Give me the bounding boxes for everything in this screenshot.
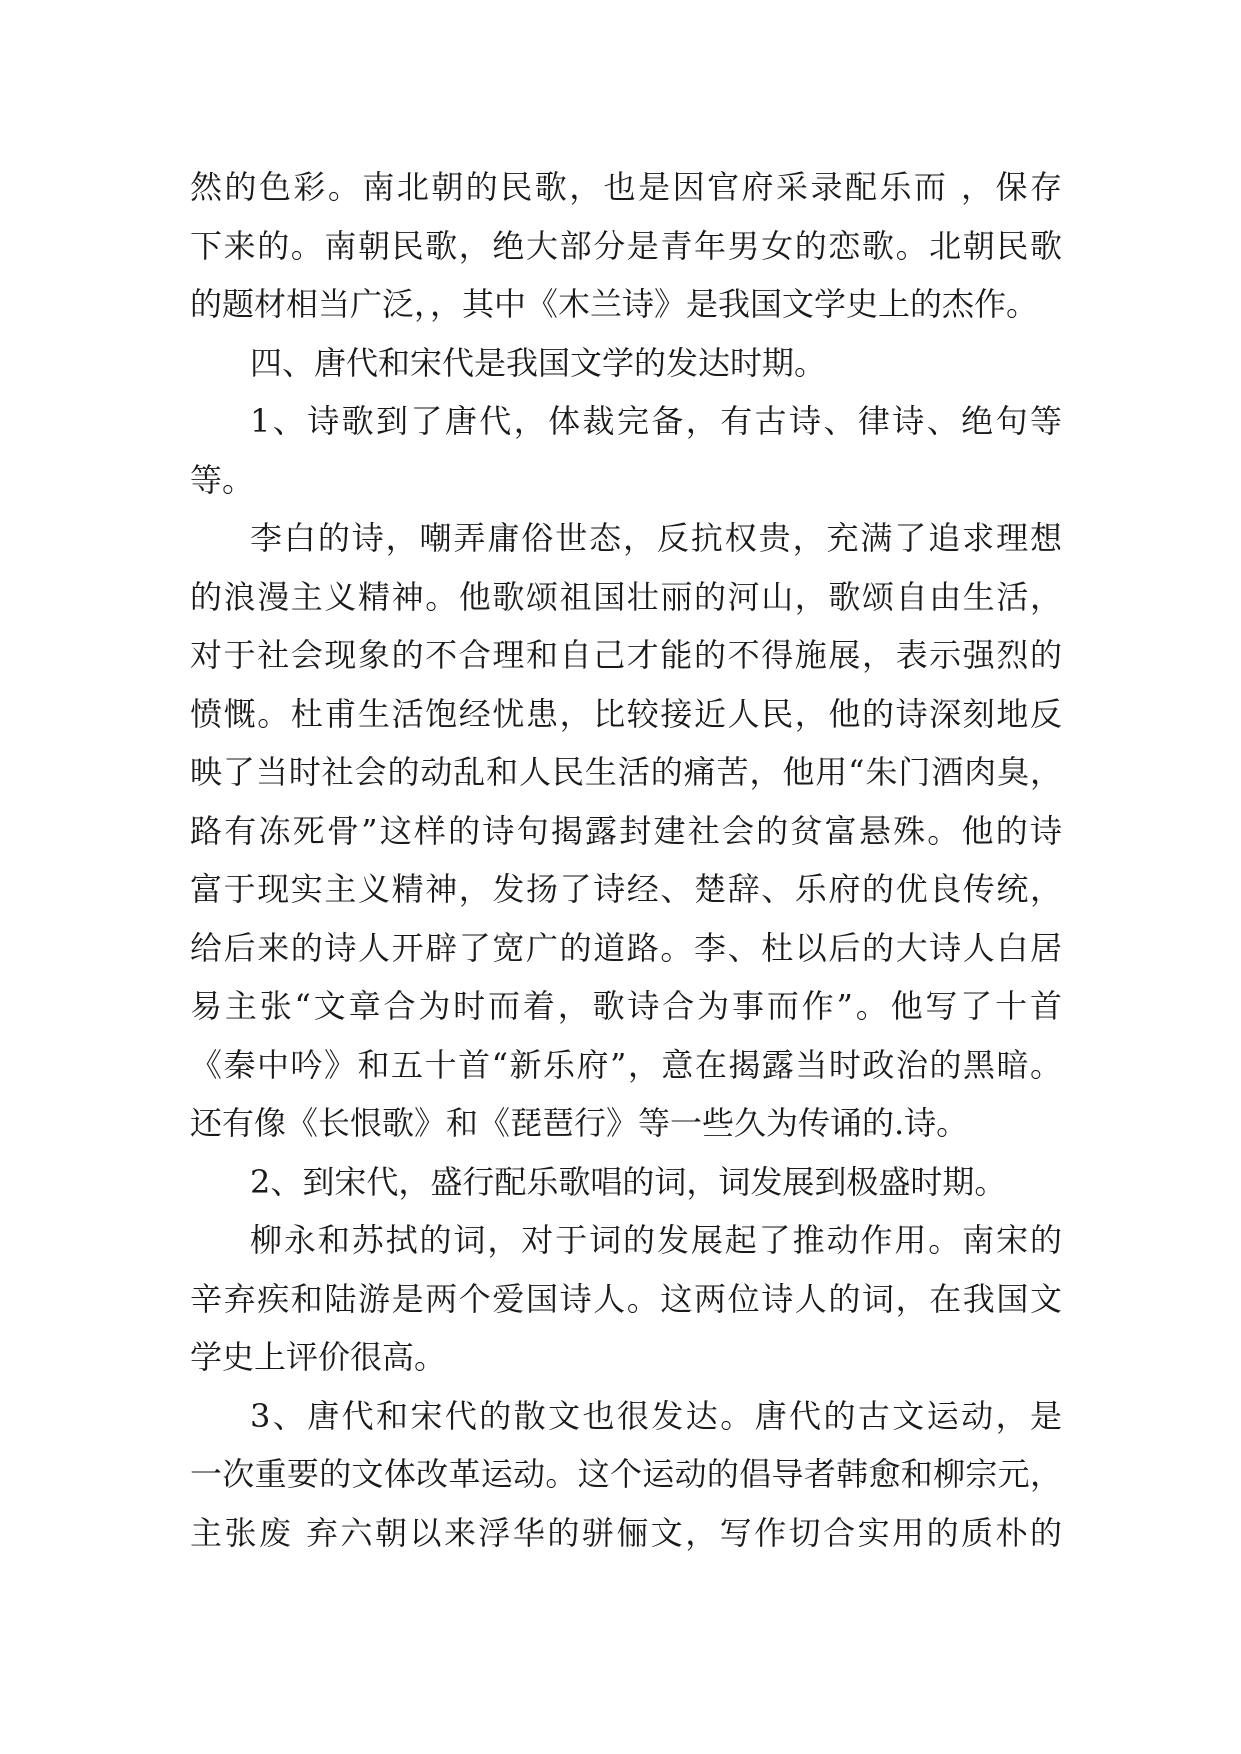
text-line: 的浪漫主义精神。他歌颂祖国壮丽的河山，歌颂自由生活，: [190, 577, 1062, 616]
text-line: 然的色彩。南北朝的民歌，也是因官府采录配乐而 ，保存: [190, 168, 1062, 206]
section-heading: 四、唐代和宋代是我国文学的发达时期。: [250, 343, 827, 382]
text-line: 柳永和苏拭的词，对于词的发展起了推动作用。南宋的: [250, 1221, 1062, 1259]
document-body: [190, 158, 1062, 1562]
text-line: 1、诗歌到了唐代，体裁完备，有古诗、律诗、绝句等: [250, 402, 1062, 440]
text-line: 愤慨。杜甫生活饱经忧患，比较接近人民，他的诗深刻地反: [190, 694, 1062, 733]
text-line: 《秦中吟》和五十首“新乐府”，意在揭露当时政治的黑暗。: [190, 1045, 1062, 1084]
text-line: 李白的诗，嘲弄庸俗世态，反抗权贵，充满了追求理想: [250, 519, 1062, 557]
text-line: 对于社会现象的不合理和自己才能的不得施展，表示强烈的: [190, 636, 1062, 674]
text-line: 主张废 弃六朝以来浮华的骈俪文，写作切合实用的质朴的: [190, 1513, 1062, 1552]
text-line: 给后来的诗人开辟了宽广的道路。李、杜以后的大诗人白居: [190, 928, 1062, 967]
text-line: 还有像《长恨歌》和《琵琶行》等一些久为传诵的.诗。: [190, 1104, 969, 1142]
text-line: 一次重要的文体改革运动。这个运动的倡导者韩愈和柳宗元，: [190, 1455, 1062, 1493]
text-line: 的题材相当广泛，，其中《木兰诗》是我国文学史上的杰作。: [190, 285, 1039, 323]
text-line: 等。: [190, 460, 255, 499]
text-line: 下来的。南朝民歌，绝大部分是青年男女的恋歌。北朝民歌: [190, 226, 1062, 265]
text-line: 辛弃疾和陆游是两个爱国诗人。这两位诗人的词，在我国文: [190, 1279, 1062, 1318]
text-line: 易主张“文章合为时而着，歌诗合为事而作”。他写了十首: [190, 987, 1062, 1025]
text-line: 学史上评价很高。: [190, 1338, 447, 1376]
text-line: 映了当时社会的动乱和人民生活的痛苦，他用“朱门酒肉臭，: [190, 753, 1062, 791]
text-line: 2、到宋代，盛行配乐歌唱的词，词发展到极盛时期。: [250, 1162, 1007, 1201]
text-line: 路有冻死骨”这样的诗句揭露封建社会的贫富悬殊。他的诗: [190, 811, 1062, 850]
text-line: 3、唐代和宋代的散文也很发达。唐代的古文运动，是: [250, 1396, 1062, 1435]
text-line: 富于现实主义精神，发扬了诗经、楚辞、乐府的优良传统，: [190, 870, 1062, 908]
